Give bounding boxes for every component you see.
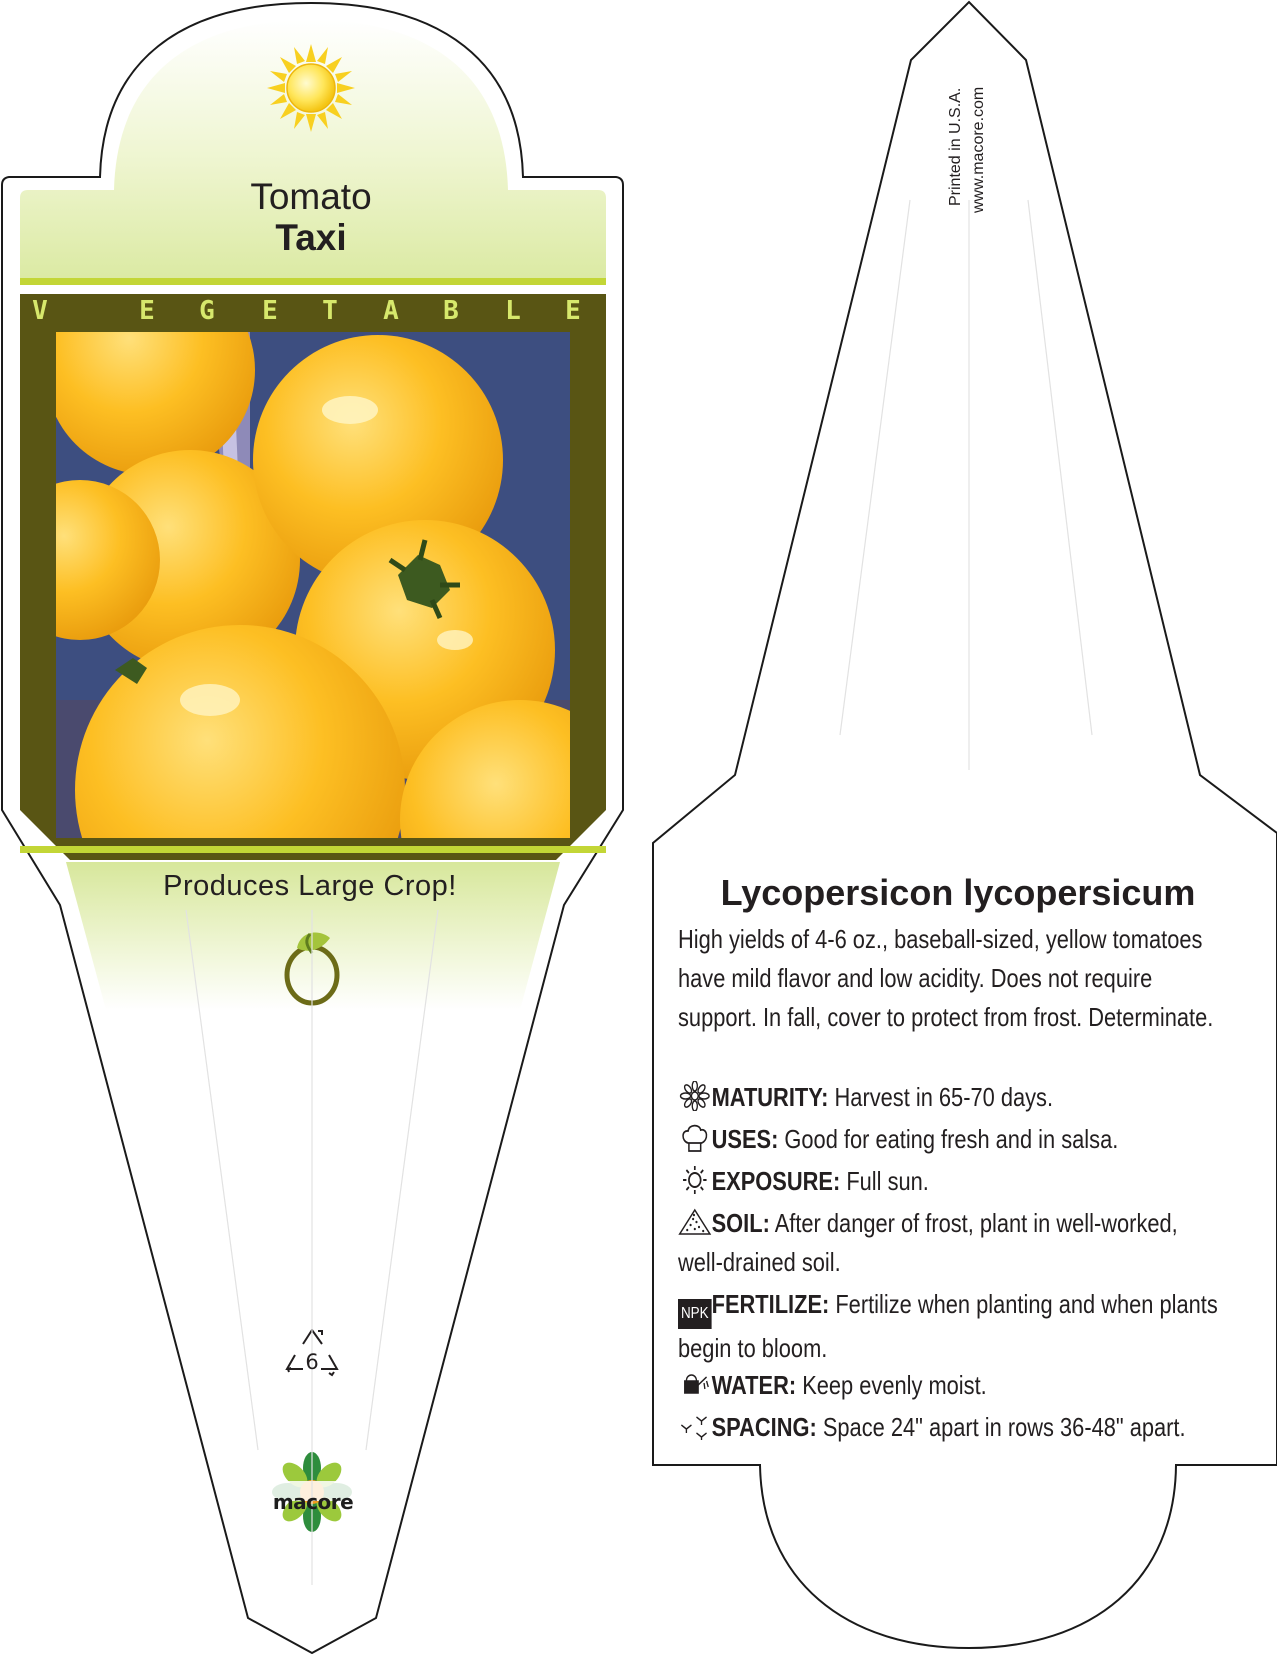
category-letter: A (383, 296, 399, 326)
care-soil (678, 1204, 1224, 1282)
uses-label: USES: (711, 1124, 779, 1154)
care-water (678, 1366, 1224, 1405)
flower-icon (678, 1081, 712, 1111)
category-letter: E (139, 296, 155, 326)
maturity-label: MATURITY: (711, 1082, 829, 1112)
uses-text: Good for eating fresh and in salsa. (778, 1124, 1119, 1154)
care-exposure (678, 1162, 1224, 1201)
soil-text: After danger of frost, plant in well-worked, well-drained soil. (678, 1208, 1178, 1277)
chef-hat-icon (678, 1123, 712, 1153)
npk-icon: NPK (678, 1299, 712, 1329)
fertilize-text: Fertilize when planting and when plants begin to bloom. (678, 1289, 1218, 1363)
soil-label: SOIL: (711, 1208, 770, 1238)
care-fertilize (678, 1285, 1224, 1368)
maturity-text: Harvest in 65-70 days. (828, 1082, 1054, 1112)
category-band (20, 295, 606, 327)
exposure-label: EXPOSURE: (711, 1166, 841, 1196)
tagline: Produces Large Crop! (163, 870, 457, 902)
recycle-code: 6 (305, 1350, 319, 1374)
category-letter: V (32, 296, 48, 326)
category-letter: E (262, 296, 278, 326)
printed-in-text: Printed in U.S.A. (947, 87, 964, 206)
care-spacing (678, 1408, 1224, 1447)
spacing-label: SPACING: (711, 1412, 817, 1442)
category-letter: G (199, 296, 215, 326)
category-letter: E (565, 296, 581, 326)
exposure-text: Full sun. (840, 1166, 929, 1196)
common-name: Tomato (250, 176, 372, 217)
sun-icon (678, 1165, 712, 1195)
water-text: Keep evenly moist. (796, 1370, 987, 1400)
category-letter: L (505, 296, 521, 326)
care-uses (678, 1120, 1224, 1159)
category-letter: B (443, 296, 459, 326)
watering-can-icon (678, 1369, 712, 1399)
soil-pile-icon (678, 1207, 712, 1237)
description: High yields of 4-6 oz., baseball-sized, yellow tomatoes have mild flavor and low acidity. Does not require support. In fall, cover to protect from frost. Determinate. (678, 924, 1214, 1032)
botanical-name: Lycopersicon lycopersicum (720, 872, 1196, 913)
spacing-seedlings-icon (678, 1411, 712, 1441)
category-letter: T (322, 296, 338, 326)
fertilize-label: FERTILIZE: (711, 1289, 830, 1319)
variety-name: Taxi (275, 217, 347, 258)
sun-full-icon (267, 44, 355, 132)
water-label: WATER: (711, 1370, 797, 1400)
spacing-text: Space 24" apart in rows 36-48" apart. (816, 1412, 1186, 1442)
brand-name: macore (272, 1490, 354, 1514)
care-maturity (678, 1078, 1224, 1117)
printer-url: www.macore.com (970, 86, 987, 213)
